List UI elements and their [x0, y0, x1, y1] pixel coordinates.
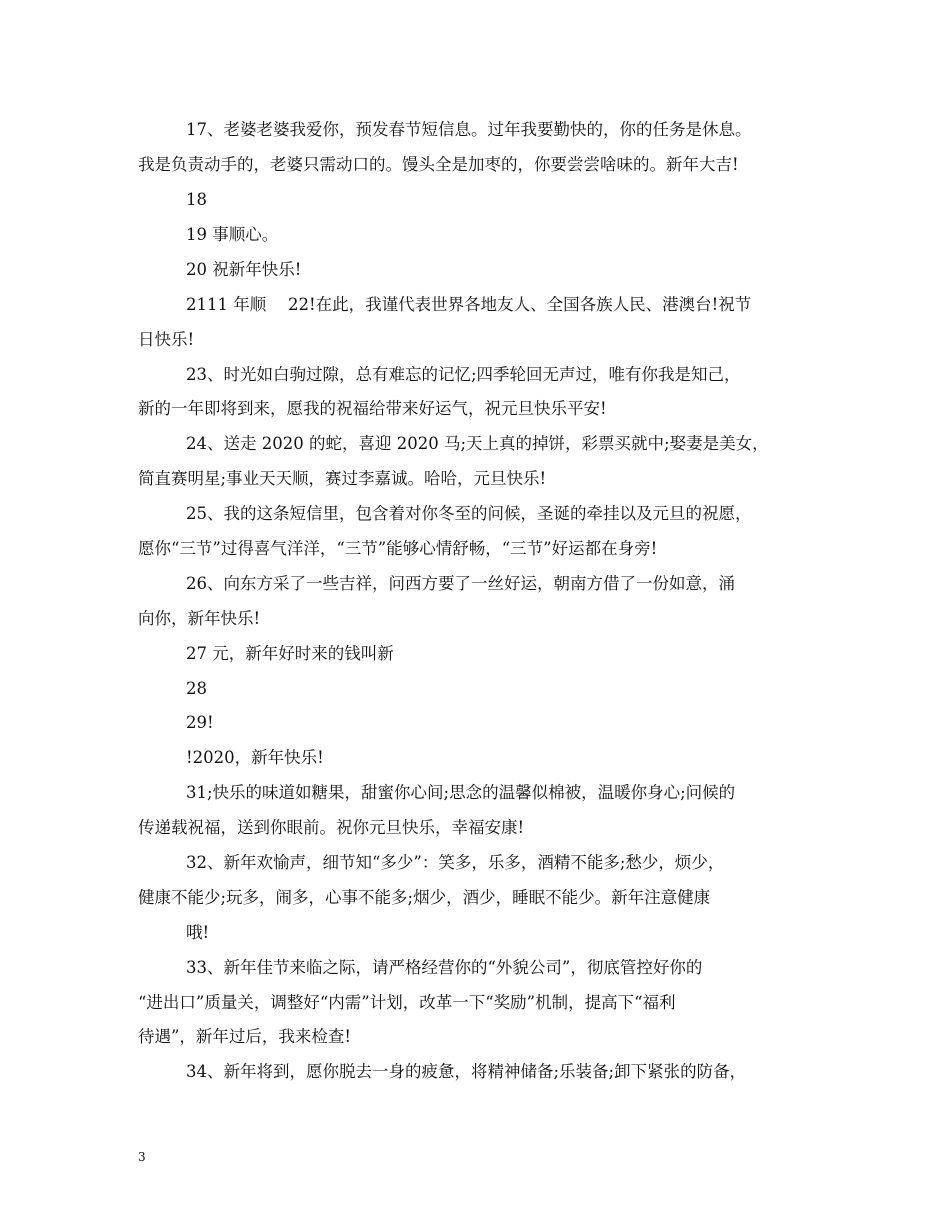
text-line: 28: [186, 679, 207, 698]
text-line: 待遇”，新年过后，我来检查!: [138, 1027, 352, 1046]
text-line: 19 事顺心。: [186, 225, 279, 244]
text-line: 24、送走 2020 的蛇，喜迎 2020 马;天上真的掉饼，彩票买就中;娶妻是美女，: [186, 434, 769, 453]
text-line: 哦!: [186, 923, 210, 942]
text-line: 17、老婆老婆我爱你，预发春节短信息。过年我要勤快的，你的任务是休息。: [186, 120, 752, 139]
text-line: “进出口”质量关，调整好“内需”计划，改革一下“奖励”机制，提高下“福利: [138, 993, 676, 1012]
text-line: !2020，新年快乐!: [186, 748, 324, 767]
text-line: 34、新年将到，愿你脱去一身的疲惫，将精神储备;乐装备;卸下紧张的防备，: [186, 1062, 747, 1081]
text-line: 32、新年欢愉声，细节知“多少”：笑多，乐多，酒精不能多;愁少，烦少，: [186, 853, 725, 872]
text-line: 26、向东方采了一些吉祥，问西方要了一丝好运，朝南方借了一份如意，涌: [186, 574, 735, 593]
page-number: 3: [138, 1150, 146, 1164]
text-line: 传递载祝福，送到你眼前。祝你元旦快乐，幸福安康!: [138, 818, 525, 837]
text-line: 31;快乐的味道如糖果，甜蜜你心间;思念的温馨似棉被，温暖你身心;问候的: [186, 783, 736, 802]
text-line: 2111 年顺 22!在此，我谨代表世界各地友人、全国各族人民、港澳台!祝节: [186, 295, 752, 314]
text-line: 简直赛明星;事业天天顺，赛过李嘉诚。哈哈，元旦快乐!: [138, 469, 547, 488]
text-line: 29!: [186, 713, 214, 732]
text-line: 27 元，新年好时来的钱叫新: [186, 644, 394, 663]
text-line: 日快乐!: [138, 330, 195, 349]
text-line: 健康不能少;玩多，闹多，心事不能多;烟少，酒少，睡眠不能少。新年注意健康: [138, 888, 711, 907]
text-line: 23、时光如白驹过隙，总有难忘的记忆;四季轮回无声过，唯有你我是知己，: [186, 365, 741, 384]
text-line: 新的一年即将到来，愿我的祝福给带来好运气，祝元旦快乐平安!: [138, 399, 607, 418]
text-line: 愿你“三节”过得喜气洋洋，“三节”能够心情舒畅，“三节”好运都在身旁!: [138, 539, 658, 558]
text-line: 20 祝新年快乐!: [186, 260, 302, 279]
text-line: 18: [186, 190, 207, 209]
text-line: 向你，新年快乐!: [138, 609, 261, 628]
text-line: 25、我的这条短信里，包含着对你冬至的问候，圣诞的牵挂以及元旦的祝愿，: [186, 504, 752, 523]
text-line: 我是负责动手的，老婆只需动口的。馒头全是加枣的，你要尝尝啥味的。新年大吉!: [138, 155, 739, 174]
text-line: 33、新年佳节来临之际，请严格经营你的“外貌公司”，彻底管控好你的: [186, 958, 703, 977]
